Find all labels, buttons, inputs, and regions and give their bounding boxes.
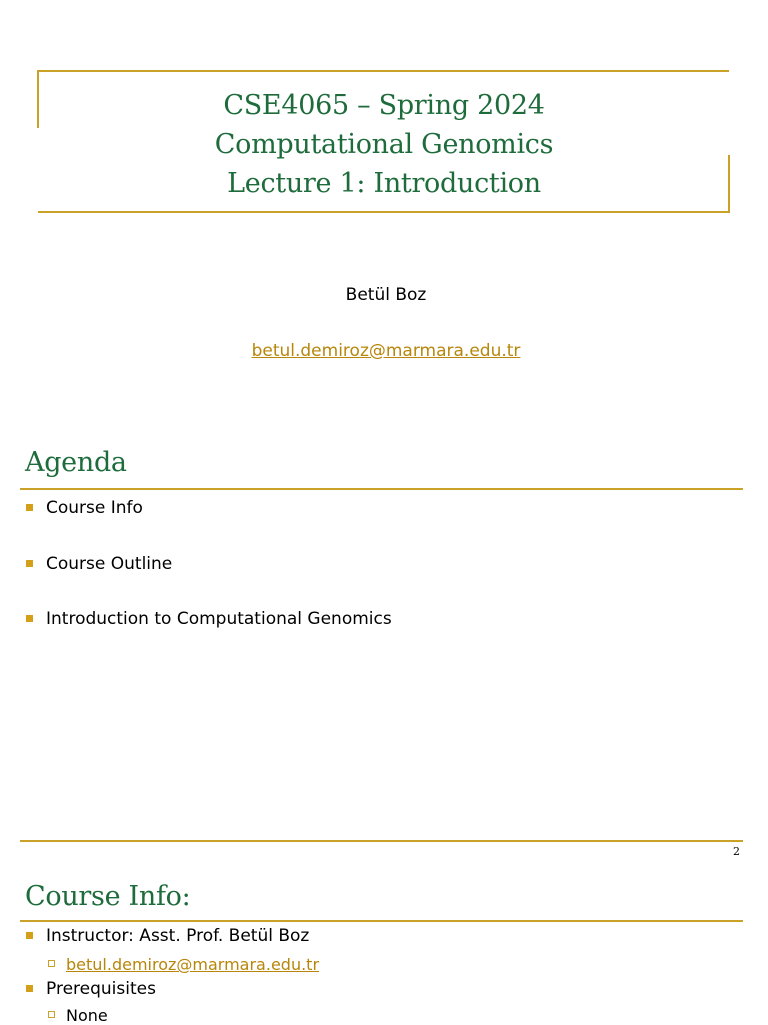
hollow-square-bullet-icon — [48, 960, 55, 967]
square-bullet-icon — [26, 932, 33, 939]
square-bullet-icon — [26, 560, 33, 567]
agenda-item: Course Outline — [26, 554, 172, 578]
author-email-link[interactable]: betul.demiroz@marmara.edu.tr — [251, 341, 521, 361]
agenda-heading-rule — [20, 488, 743, 490]
instructor-email-link[interactable]: betul.demiroz@marmara.edu.tr — [66, 955, 320, 974]
agenda-item: Introduction to Computational Genomics — [26, 609, 392, 633]
lecture-title: Lecture 1: Introduction — [227, 168, 541, 199]
square-bullet-icon — [26, 985, 33, 992]
author-name: Betül Boz — [345, 285, 427, 305]
course-info-subitem — [48, 954, 319, 974]
hollow-square-bullet-icon — [48, 1011, 55, 1018]
square-bullet-icon — [26, 615, 33, 622]
course-subtitle: Computational Genomics — [214, 129, 554, 160]
course-info-heading-rule — [20, 920, 743, 922]
course-info-heading: Course Info: — [25, 881, 191, 912]
agenda-item: Course Info — [26, 498, 143, 522]
agenda-footer-rule — [20, 840, 743, 842]
page-number: 2 — [733, 845, 740, 858]
title-frame-bottom-line — [38, 211, 729, 213]
course-title: CSE4065 – Spring 2024 — [223, 90, 545, 121]
agenda-heading: Agenda — [25, 447, 127, 478]
course-info-item: Instructor: Asst. Prof. Betül Boz — [26, 926, 309, 950]
course-info-subitem: None — [48, 1005, 108, 1025]
square-bullet-icon — [26, 504, 33, 511]
title-frame-top-line — [38, 70, 729, 72]
course-info-item: Prerequisites — [26, 979, 156, 1003]
